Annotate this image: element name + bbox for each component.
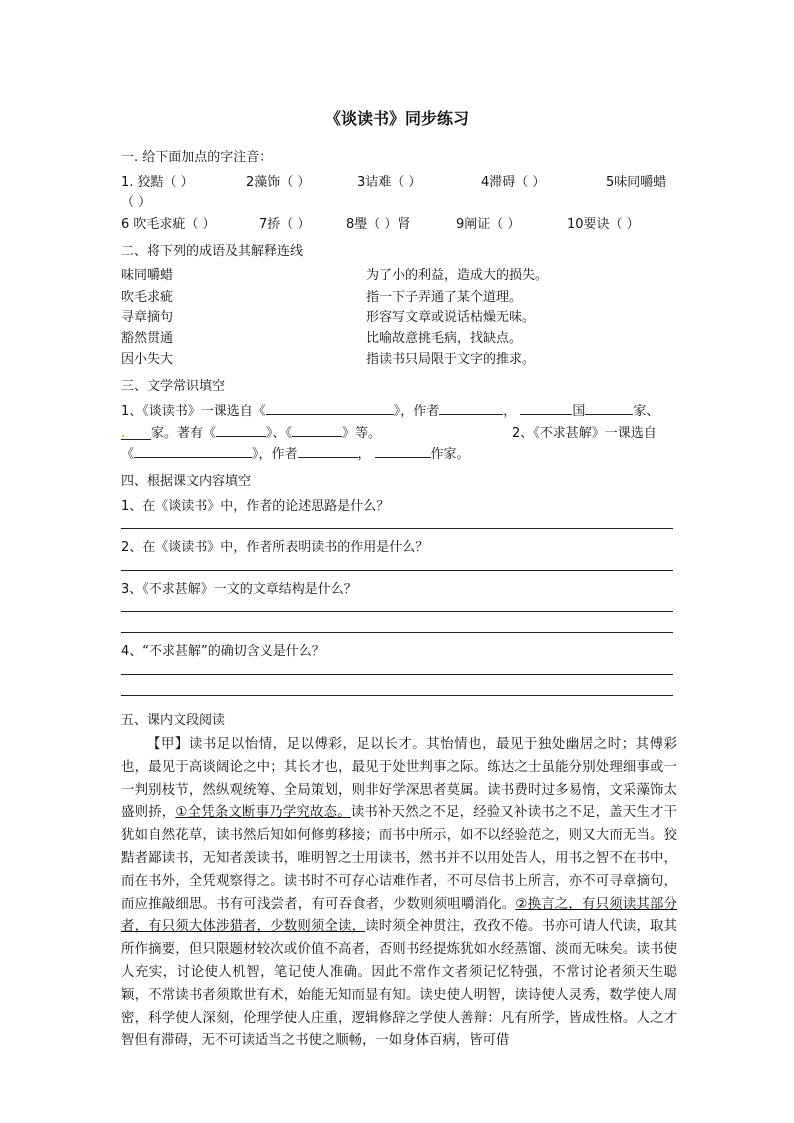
fill-text-author: 》，作者 <box>393 404 440 419</box>
pinyin-item-7: 7挢（ ） <box>259 217 311 232</box>
pinyin-item-10: 10要诀（ ） <box>567 217 640 232</box>
fill-blank-work2[interactable] <box>292 423 342 437</box>
fill-text-sep: 》、《 <box>266 426 293 441</box>
fill-blank-profession2[interactable]: . <box>121 426 151 440</box>
fill-text-source: 1、《谈读书》一课选自《 <box>121 404 266 419</box>
pinyin-item-6: 6 吹毛求疵（ ） <box>121 217 216 232</box>
passage-part-c: 读时须全神贯注，孜孜不倦。书亦可请人代读，取其所作摘要，但只限题材较次或价值不高者，否则书经提炼犹如水经蒸馏、淡而无味矣。读书使人充实，讨论使人机智，笔记使人准确。因此不常作文者须记忆特强，不常讨论者须天生聪颖，不常读书者须欺世有术，始能无知而显有知。读史使人明智，读诗使人灵秀，数学使人周密，科学使人深刻，伦理学使人庄重，逻辑修辞之学使人善辩：凡有所学，皆成性格。人之才智但有滞碍，无不可读适当之书使之顺畅，一如身体百病，皆可借 <box>121 919 678 1049</box>
idiom-left-4: 豁然贯通 <box>121 331 174 346</box>
section3-heading: 三、文学常识填空 <box>121 379 226 394</box>
fill-text-author2: 》，作者 <box>252 447 298 462</box>
fill-blank-author[interactable] <box>439 401 503 415</box>
fill-line-3 <box>121 443 470 462</box>
fill-blank-country[interactable] <box>520 401 572 415</box>
section4-heading: 四、根据课文内容填空 <box>121 474 252 489</box>
pinyin-item-4: 4滞碍（ ） <box>481 175 546 190</box>
answer-line[interactable] <box>121 674 673 675</box>
fill-line-2 <box>121 422 381 441</box>
section2-heading: 二、将下列的成语及其解释连线 <box>121 244 304 259</box>
fill-text-etc: 》等。 <box>342 426 382 441</box>
fill-text-comma2: ， <box>357 447 371 462</box>
passage-underline-1: ①全凭条文断事乃学究故态。 <box>175 805 351 821</box>
idiom-left-5: 因小失大 <box>121 352 174 367</box>
idiom-right-4: 比喻故意挑毛病，找缺点。 <box>366 331 523 346</box>
pinyin-item-2: 2藻饰（ ） <box>246 175 311 190</box>
question-4: 4、“不求甚解”的确切含义是什么？ <box>121 644 325 659</box>
answer-line[interactable] <box>121 695 673 696</box>
section1-heading: 一. 给下面加点的字注音： <box>121 150 273 165</box>
fill-blank-profession[interactable] <box>585 401 633 415</box>
fill-blank-role[interactable] <box>375 444 431 458</box>
pinyin-item-1: 1. 狡黠（ ） <box>121 175 194 190</box>
reading-passage <box>121 734 677 1053</box>
answer-line[interactable] <box>121 632 673 633</box>
passage-part-b: 读书补天然之不足，经验又补读书之不足，盖天生才干犹如自然花草，读书然后知如何修剪移接；而书中所示，如不以经验范之，则又大而无当。狡黠者鄙读书，无知者羡读书，唯明智之士用读书，然书并不以用处告人，用书之智不在书中，而在书外，全凭观察得之。读书时不可存心诘难作者，不可尽信书上所言，亦不可寻章摘句，而应推敲细思。书有可浅尝者，有可吞食者，少数则须咀嚼消化。 <box>121 805 678 912</box>
fill-text-country: 国 <box>572 404 586 419</box>
question-1: 1、在《谈读书》中，作者的论述思路是什么？ <box>121 499 390 514</box>
fill-blank-source[interactable] <box>266 401 394 415</box>
idiom-right-1: 为了小的利益，造成大的损失。 <box>366 268 549 283</box>
fill-text-open: 《 <box>121 447 135 462</box>
answer-line[interactable] <box>121 570 673 571</box>
pinyin-item-3: 3诘难（ ） <box>357 175 422 190</box>
fill-text-home: 家、 <box>633 404 660 419</box>
question-3: 3、《不求甚解》一文的文章结构是什么？ <box>121 582 357 597</box>
fill-text-writer: 作家。 <box>430 447 470 462</box>
fill-blank-work1[interactable] <box>216 423 266 437</box>
idiom-left-1: 味同嚼蜡 <box>121 268 174 283</box>
idiom-right-5: 指读书只局限于文字的推求。 <box>366 352 536 367</box>
fill-blank-bqsj-source[interactable] <box>134 444 252 458</box>
idiom-right-2: 指一下子弄通了某个道理。 <box>366 290 523 305</box>
section5-heading: 五、课内文段阅读 <box>121 713 226 728</box>
question-2: 2、在《谈读书》中，作者所表明读书的作用是什么？ <box>121 540 429 555</box>
answer-line[interactable] <box>121 528 673 529</box>
fill-line-1 <box>121 400 659 419</box>
page-title: 《谈读书》同步练习 <box>324 109 469 128</box>
idiom-left-2: 吹毛求疵 <box>121 290 174 305</box>
passage-underline-2: ②换言之，有只须读其部分者，有只须大体涉猎者，少数则须全读， <box>121 896 677 935</box>
pinyin-item-9: 9阐证（ ） <box>456 217 521 232</box>
fill-blank-author2[interactable] <box>298 444 358 458</box>
pinyin-item-5: 5味同嚼蜡 <box>606 175 667 190</box>
idiom-left-3: 寻章摘句 <box>121 310 174 325</box>
answer-line[interactable] <box>121 611 673 612</box>
idiom-right-3: 形容写文章或说话枯燥无味。 <box>366 310 536 325</box>
fill-text-works: 家。著有《 <box>151 426 217 441</box>
pinyin-item-5-blank: （ ） <box>121 195 152 210</box>
fill-text-comma: ， <box>503 404 517 419</box>
fill-text-bqsj: 2、《不求甚解》一课选自 <box>512 426 657 441</box>
passage-part-a: 【甲】读书足以怡情，足以傅彩，足以长才。其怡情也，最见于独处幽居之时；其傅彩也，最见于高谈阔论之中；其长才也，最见于处世判事之际。练达之士虽能分别处理细事或一一判别枝节，然纵观统筹、全局策划，则非好学深思者莫属。读书费时过多易惰，文采藻饰太盛则挢， <box>121 737 677 821</box>
pinyin-item-8: 8璺（ ）肾 <box>346 217 411 232</box>
